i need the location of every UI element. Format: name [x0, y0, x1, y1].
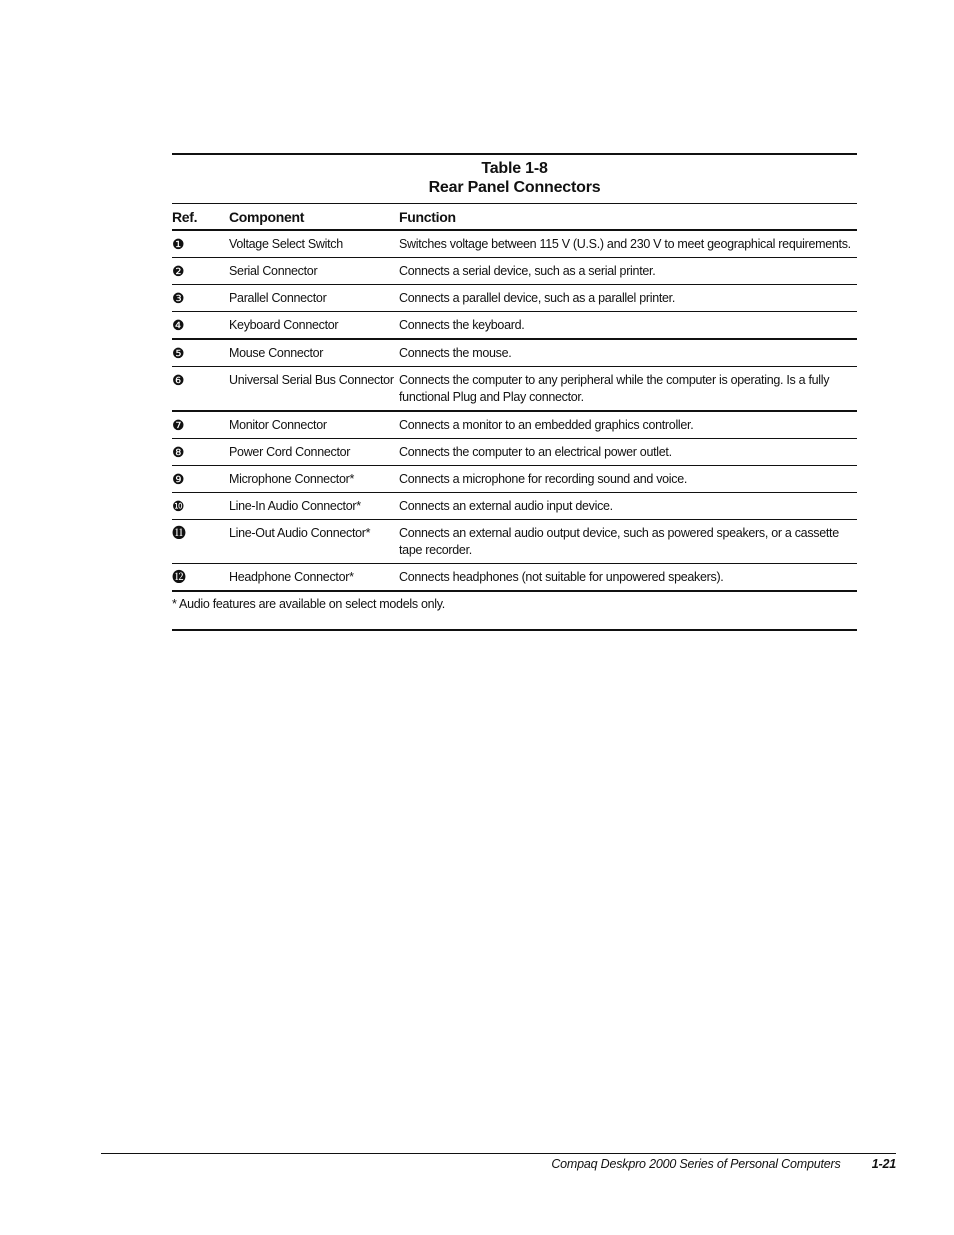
table-row	[172, 339, 857, 367]
row-ref: ❺	[172, 339, 229, 367]
row-ref: ❷	[172, 258, 229, 285]
row-function: Switches voltage between 115 V (U.S.) and 230 V to meet geographical requirements.	[399, 230, 857, 258]
row-component: Keyboard Connector	[229, 312, 399, 340]
footer-rule	[101, 1153, 896, 1154]
row-function: Connects the computer to an electrical power outlet.	[399, 439, 857, 466]
row-function: Connects a monitor to an embedded graphics controller.	[399, 411, 857, 439]
row-function: Connects a serial device, such as a serial printer.	[399, 258, 857, 285]
header-ref: Ref.	[172, 204, 229, 230]
row-function: Connects the computer to any peripheral while the computer is operating. Is a fully functional Plug and Play connector.	[399, 367, 857, 412]
row-ref: ❾	[172, 466, 229, 493]
row-ref: ❶	[172, 230, 229, 258]
table-caption	[172, 155, 857, 204]
row-function: Connects headphones (not suitable for unpowered speakers).	[399, 564, 857, 592]
table-row	[172, 285, 857, 312]
footer-page-number: 1-21	[871, 1157, 896, 1171]
row-function: Connects a parallel device, such as a parallel printer.	[399, 285, 857, 312]
table-row	[172, 312, 857, 340]
table-row	[172, 466, 857, 493]
row-component: Headphone Connector*	[229, 564, 399, 592]
row-component: Power Cord Connector	[229, 439, 399, 466]
row-component: Line-Out Audio Connector*	[229, 520, 399, 564]
table-footnote: * Audio features are available on select models only.	[172, 592, 857, 631]
row-ref: ❿	[172, 493, 229, 520]
row-component: Parallel Connector	[229, 285, 399, 312]
page-footer	[101, 1157, 896, 1171]
table-row	[172, 439, 857, 466]
row-function: Connects a microphone for recording sound and voice.	[399, 466, 857, 493]
row-ref: ❼	[172, 411, 229, 439]
row-ref: ⓫	[172, 520, 229, 564]
table-row	[172, 367, 857, 412]
footer-book-title: Compaq Deskpro 2000 Series of Personal Computers	[551, 1157, 841, 1171]
row-function: Connects an external audio input device.	[399, 493, 857, 520]
table-title: Rear Panel Connectors	[428, 179, 601, 196]
row-function: Connects the keyboard.	[399, 312, 857, 340]
row-function: Connects the mouse.	[399, 339, 857, 367]
header-component: Component	[229, 204, 399, 230]
table-row	[172, 230, 857, 258]
connectors-table-block	[172, 153, 857, 631]
table-number: Table 1-8	[481, 160, 548, 177]
table-row	[172, 520, 857, 564]
table-row	[172, 258, 857, 285]
row-component: Voltage Select Switch	[229, 230, 399, 258]
row-ref: ❽	[172, 439, 229, 466]
rear-panel-connectors-table	[172, 204, 857, 592]
table-row	[172, 493, 857, 520]
table-row	[172, 411, 857, 439]
table-header-row	[172, 204, 857, 230]
row-component: Line-In Audio Connector*	[229, 493, 399, 520]
row-component: Serial Connector	[229, 258, 399, 285]
row-ref: ⓬	[172, 564, 229, 592]
row-function: Connects an external audio output device, such as powered speakers, or a cassette tape recorder.	[399, 520, 857, 564]
table-row	[172, 564, 857, 592]
row-component: Monitor Connector	[229, 411, 399, 439]
row-ref: ❸	[172, 285, 229, 312]
row-ref: ❻	[172, 367, 229, 412]
header-function: Function	[399, 204, 857, 230]
row-component: Universal Serial Bus Connector	[229, 367, 399, 412]
row-component: Microphone Connector*	[229, 466, 399, 493]
row-ref: ❹	[172, 312, 229, 340]
row-component: Mouse Connector	[229, 339, 399, 367]
